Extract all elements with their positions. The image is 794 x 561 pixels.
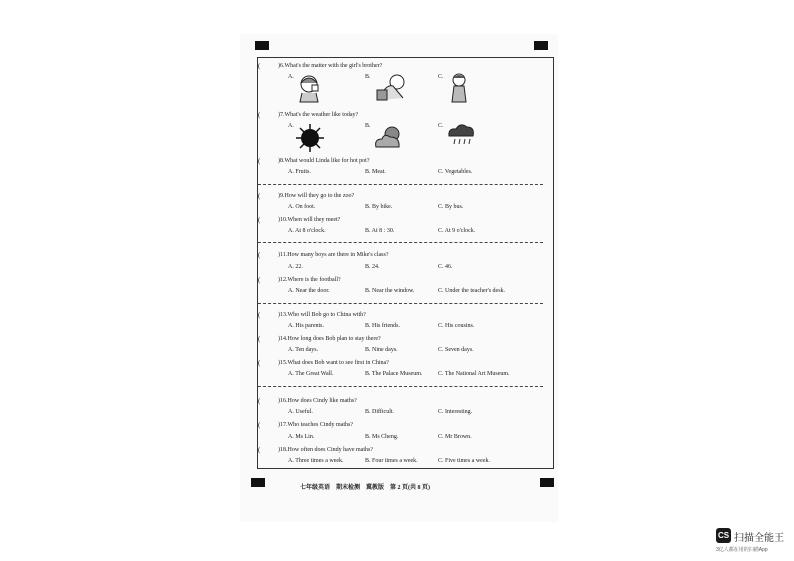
section-divider bbox=[258, 184, 543, 185]
answer-bracket: ( bbox=[258, 192, 261, 200]
option-13a: A. His parents. bbox=[288, 323, 324, 329]
option-10c: C. At 9 o'clock. bbox=[438, 228, 476, 234]
option-17a: A. Ms Lin. bbox=[288, 434, 315, 440]
question-12: )12.Where is the football? bbox=[278, 277, 341, 283]
camscanner-name: 扫描全能王 bbox=[734, 533, 784, 544]
option-12c: C. Under the teacher's desk. bbox=[438, 288, 506, 294]
question-13: )13.Who will Bob go to China with? bbox=[278, 312, 366, 318]
option-10a: A. At 8 o'clock. bbox=[288, 228, 326, 234]
option-7b: B. bbox=[365, 123, 371, 129]
option-11a: A. 22. bbox=[288, 264, 303, 270]
question-16: )16.How does Cindy like maths? bbox=[278, 398, 357, 404]
option-14c: C. Seven days. bbox=[438, 347, 474, 353]
option-18b: B. Four times a week. bbox=[365, 458, 418, 464]
girl-with-toothache-icon bbox=[296, 73, 322, 103]
option-9b: B. By bike. bbox=[365, 204, 393, 210]
option-15a: A. The Great Wall. bbox=[288, 371, 334, 377]
registration-mark bbox=[251, 478, 265, 487]
option-16a: A. Useful. bbox=[288, 409, 313, 415]
question-11: )11.How many boys are there in Mike's class? bbox=[278, 252, 389, 258]
option-16b: B. Difficult. bbox=[365, 409, 395, 415]
question-14: )14.How long does Bob plan to stay there? bbox=[278, 336, 381, 342]
question-8: )8.What would Linda like for hot pot? bbox=[278, 158, 370, 164]
answer-bracket: ( bbox=[258, 446, 261, 454]
option-8a: A. Fruits. bbox=[288, 169, 311, 175]
option-9a: A. On foot. bbox=[288, 204, 316, 210]
question-frame bbox=[257, 57, 554, 469]
answer-bracket: ( bbox=[258, 421, 261, 429]
option-14b: B. Nine days. bbox=[365, 347, 398, 353]
answer-bracket: ( bbox=[258, 276, 261, 284]
option-17c: C. Mr Brown. bbox=[438, 434, 472, 440]
sunny-icon bbox=[296, 124, 324, 152]
boy-with-headache-icon bbox=[375, 72, 409, 102]
option-15c: C. The National Art Museum. bbox=[438, 371, 510, 377]
option-6c: C. bbox=[438, 74, 444, 80]
option-13b: B. His friends. bbox=[365, 323, 400, 329]
camscanner-tagline: 3亿人都在用的扫描App bbox=[716, 547, 768, 553]
answer-bracket: ( bbox=[258, 311, 261, 319]
question-10: )10.When will they meet? bbox=[278, 217, 341, 223]
answer-bracket: ( bbox=[258, 397, 261, 405]
option-16c: C. Interesting. bbox=[438, 409, 473, 415]
cloudy-icon bbox=[372, 125, 404, 151]
registration-mark bbox=[255, 41, 269, 50]
option-11b: B. 24. bbox=[365, 264, 380, 270]
option-8c: C. Vegetables. bbox=[438, 169, 473, 175]
option-18a: A. Three times a week. bbox=[288, 458, 344, 464]
section-divider bbox=[258, 242, 543, 243]
option-17b: B. Ms Cheng. bbox=[365, 434, 399, 440]
camscanner-logo: CS bbox=[716, 528, 731, 543]
option-7c: C. bbox=[438, 123, 444, 129]
option-9c: C. By bus. bbox=[438, 204, 464, 210]
answer-bracket: ( bbox=[258, 157, 261, 165]
answer-bracket: ( bbox=[258, 216, 261, 224]
option-6b: B. bbox=[365, 74, 371, 80]
option-15b: B. The Palace Museum. bbox=[365, 371, 423, 377]
question-6: )6.What's the matter with the girl's brother? bbox=[278, 63, 383, 69]
answer-bracket: ( bbox=[258, 251, 261, 259]
option-11c: C. 46. bbox=[438, 264, 453, 270]
rainy-icon bbox=[446, 122, 476, 148]
option-18c: C. Five times a week. bbox=[438, 458, 490, 464]
question-18: )18.How often does Cindy have maths? bbox=[278, 447, 373, 453]
registration-mark bbox=[534, 41, 548, 50]
option-14a: A. Ten days. bbox=[288, 347, 319, 353]
section-divider bbox=[258, 386, 543, 387]
option-7a: A. bbox=[288, 123, 294, 129]
boy-with-stomachache-icon bbox=[448, 72, 472, 104]
answer-bracket: ( bbox=[258, 335, 261, 343]
option-12b: B. Near the window. bbox=[365, 288, 415, 294]
section-divider bbox=[258, 303, 543, 304]
option-6a: A. bbox=[288, 74, 294, 80]
answer-bracket: ( bbox=[258, 111, 261, 119]
option-13c: C. His cousins. bbox=[438, 323, 475, 329]
question-15: )15.What does Bob want to see first in China? bbox=[278, 360, 389, 366]
option-8b: B. Meat. bbox=[365, 169, 386, 175]
option-12a: A. Near the door. bbox=[288, 288, 330, 294]
question-17: )17.Who teaches Cindy maths? bbox=[278, 422, 353, 428]
page-footer: 七年级英语 期末检测 冀教版 第 2 页(共 8 页) bbox=[300, 485, 430, 491]
question-9: )9.How will they go to the zoo? bbox=[278, 193, 355, 199]
option-10b: B. At 8 : 30. bbox=[365, 228, 395, 234]
question-7: )7.What's the weather like today? bbox=[278, 112, 359, 118]
answer-bracket: ( bbox=[258, 359, 261, 367]
registration-mark bbox=[540, 478, 554, 487]
answer-bracket: ( bbox=[258, 62, 261, 70]
